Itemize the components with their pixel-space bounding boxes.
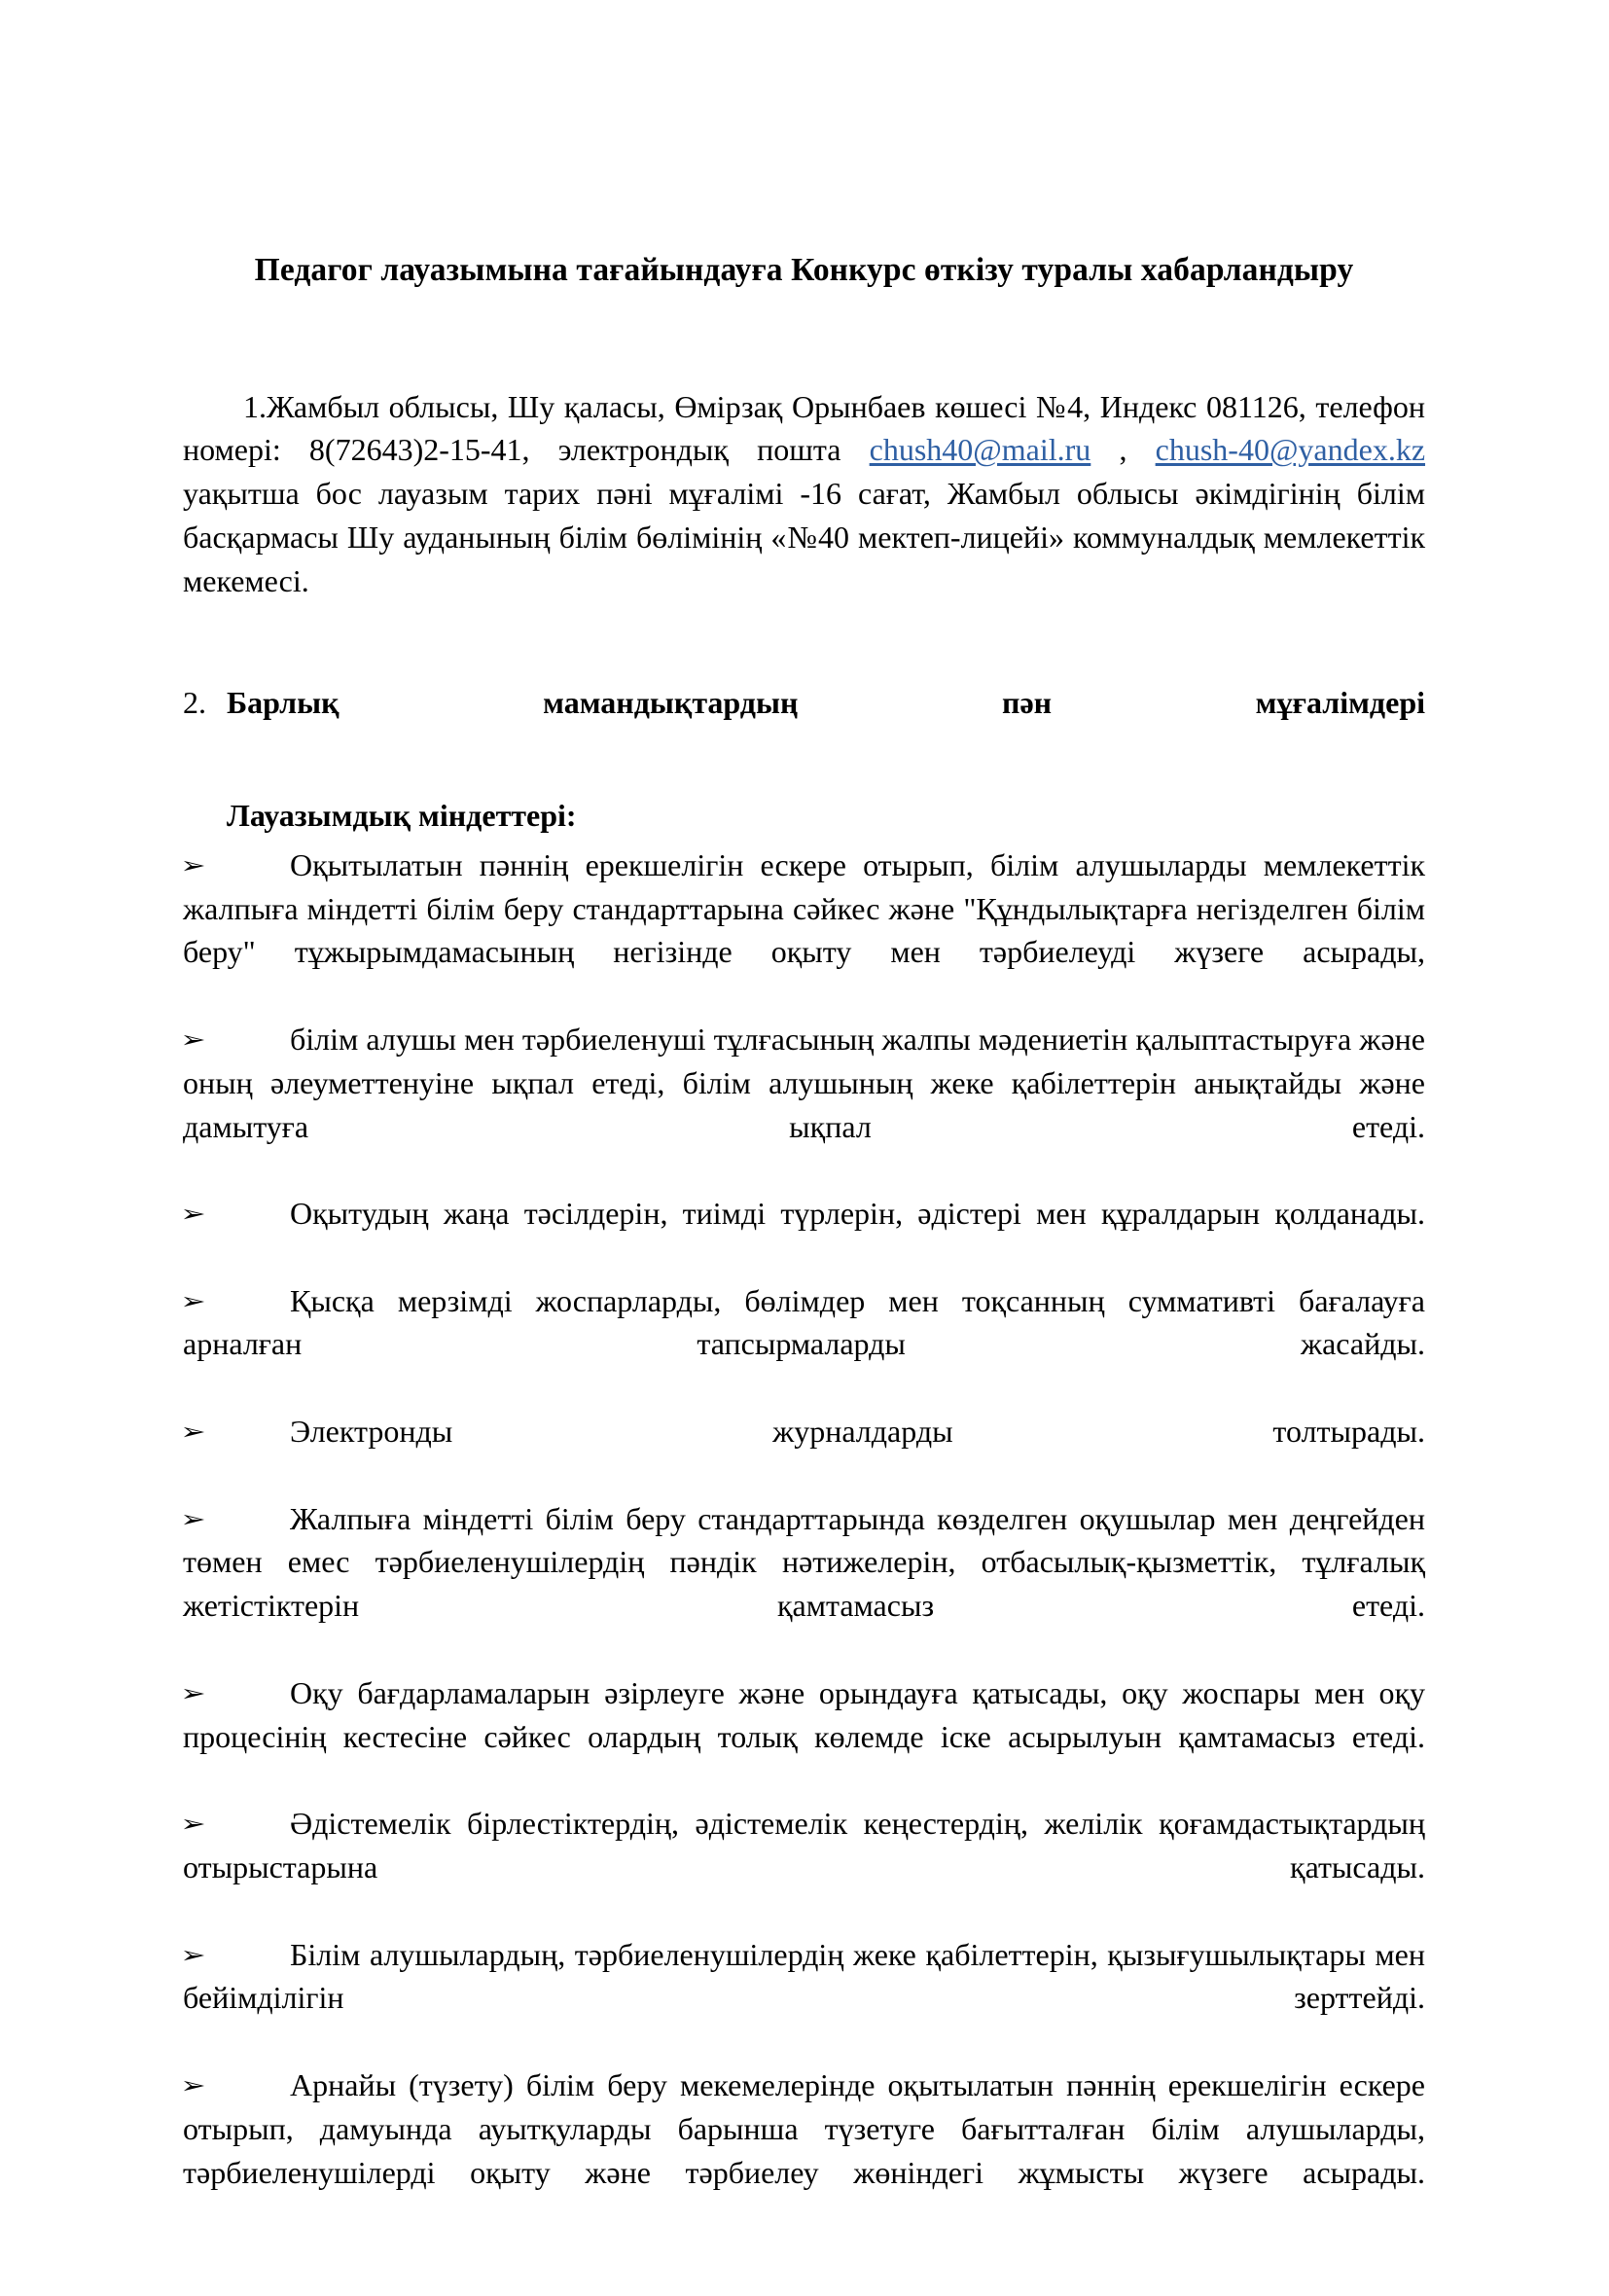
list-item (180, 1410, 1425, 1497)
list-item (180, 1018, 1425, 1192)
list-item-text: Оқытудың жаңа тәсілдерін, тиімді түрлерін, әдістері мен құралдарын қолданады. (290, 1196, 1425, 1232)
numbered-item-2 (183, 681, 1425, 769)
item-1-text-before: Жамбыл облысы, Шу қаласы, Өмірзақ Орынбаев көшесі №4, Индекс 081126, телефон номері: 8(72643)2-15-41, электрондық пошта (183, 388, 1425, 468)
list-item (180, 1192, 1425, 1279)
email-link-mail-ru[interactable]: chush40@mail.ru (869, 432, 1091, 468)
list-item-text: білім алушы мен тәрбиеленуші тұлғасының жалпы мәдениетін қалыптастыруға және оның әлеуметтенуіне ықпал етеді, білім алушының жеке қабілеттерін анықтайды және дамытуға ықпал етеді. (183, 1021, 1425, 1144)
list-item-text: Оқу бағдарламаларын әзірлеуге және орындауға қатысады, оқу жоспары мен оқу процесінің кестесіне сәйкес олардың толық көлемде іске асырылуын қамтамасыз етеді. (183, 1674, 1425, 1754)
list-item-text: Жалпыға міндетті білім беру стандарттарында көзделген оқушылар мен деңгейден төмен емес тәрбиеленушілердің пәндік нәтижелерін, отбасылық-қызметтік, тұлғалық жетістіктерін қамтамасыз етеді. (183, 1500, 1425, 1624)
list-item (180, 1279, 1425, 1410)
arrowhead-bullet-icon: ➢ (180, 1200, 206, 1228)
item-1-text-after: уақытша бос лауазым тарих пәні мұғалімі -16 сағат, Жамбыл облысы әкімдігінің білім басқармасы Шу ауданының білім бөлімінің «№40 мектеп-лицейі» коммуналдық мемлекеттік мекемесі. (183, 476, 1425, 598)
duties-list (180, 843, 1425, 2239)
page-title: Педагог лауазымына тағайындауға Конкурс өткізу туралы хабарландыру (254, 252, 1354, 288)
arrowhead-bullet-icon: ➢ (180, 1505, 206, 1532)
list-item (180, 1671, 1425, 1802)
list-item (180, 1497, 1425, 1671)
list-item-text: Әдістемелік бірлестіктердің, әдістемелік кеңестердің, желілік қоғамдастықтардың отырыстарына қатысады. (183, 1806, 1425, 1885)
arrowhead-bullet-icon: ➢ (180, 1025, 206, 1054)
list-item (180, 1802, 1425, 1932)
item-2-number: 2. (183, 685, 206, 721)
arrowhead-bullet-icon: ➢ (180, 1679, 206, 1707)
arrowhead-bullet-icon: ➢ (180, 851, 206, 879)
sub-heading-duties: Лауазымдық міндеттері: (227, 797, 577, 833)
arrowhead-bullet-icon: ➢ (180, 1810, 206, 1838)
list-item (180, 1933, 1425, 2063)
item-2-text: Барлық мамандықтардың пән мұғалімдері (227, 685, 1425, 721)
arrowhead-bullet-icon: ➢ (180, 1417, 206, 1446)
list-item-text: Қысқа мерзімді жоспарларды, бөлімдер мен тоқсанның суммативті бағалауға арналған тапсырмаларды жасайды. (183, 1282, 1425, 1362)
list-item-text: Білім алушылардың, тәрбиеленушілердің жеке қабілеттерін, қызығушылықтары мен бейімділігін зерттейді. (183, 1936, 1425, 2016)
email-link-yandex-kz[interactable]: chush-40@yandex.kz (1155, 432, 1426, 468)
list-item (180, 2063, 1425, 2238)
arrowhead-bullet-icon: ➢ (180, 1287, 206, 1314)
arrowhead-bullet-icon: ➢ (180, 2071, 206, 2099)
arrowhead-bullet-icon: ➢ (180, 1941, 206, 1968)
email-separator: , (1091, 432, 1156, 468)
item-1-number: 1. (243, 388, 267, 424)
list-item-text: Оқытылатын пәннің ерекшелігін ескере отырып, білім алушыларды мемлекеттік жалпыға міндетті білім беру стандарттарына сәйкес және "Құндылықтарға негізделген білім беру" тұжырымдамасының негізінде оқыту мен тәрбиелеуді жүзеге асырады, (183, 846, 1425, 970)
list-item (180, 843, 1425, 1018)
list-item-text: Арнайы (түзету) білім беру мекемелерінде оқытылатын пәннің ерекшелігін ескере отырып, дамуында ауытқуларды барынша түзетуге бағытталған білім алушыларды, тәрбиеленушілерді оқыту және тәрбиелеу жөніндегі жұмысты жүзеге асырады. (183, 2067, 1425, 2190)
numbered-item-1 (183, 385, 1425, 647)
list-item-text: Электронды журналдарды толтырады. (290, 1414, 1425, 1450)
